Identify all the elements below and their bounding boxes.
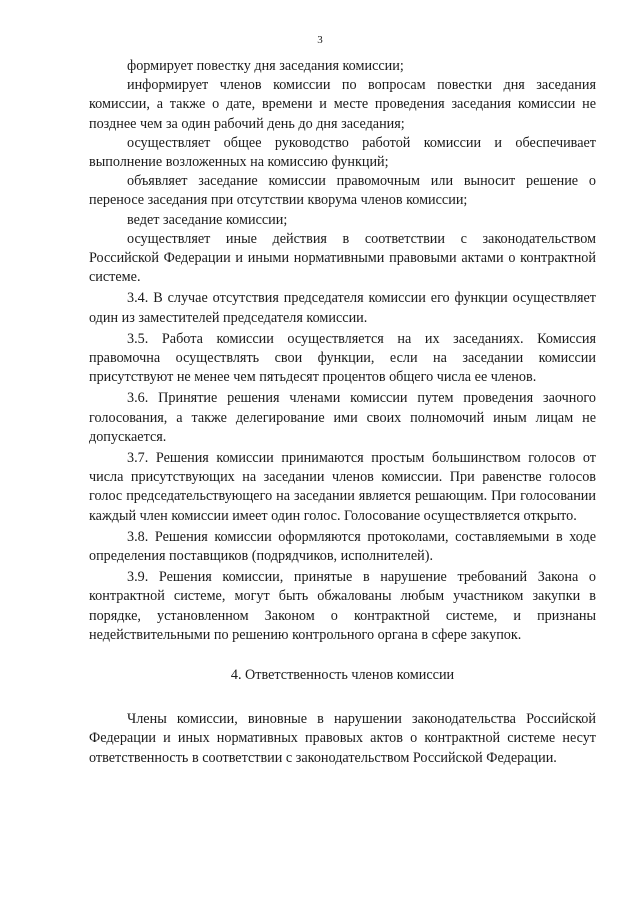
section-4-text: Члены комиссии, виновные в нарушении законодательства Российской Федерации и иных нормативных правовых актов о контрактной системе несут ответственность в соответствии с законодательством Российской Федерации.	[89, 711, 596, 766]
chairman-duty-quorum: объявляет заседание комиссии правомочным или выносит решение о переносе заседания при отсутствии кворума членов комиссии;	[89, 173, 596, 209]
page-number: 3	[317, 34, 323, 46]
clause-3-9: 3.9. Решения комиссии, принятые в нарушение требований Закона о контрактной системе, могут быть обжалованы любым участником закупки в порядке, установленном Законом о контрактной системе, и признаны недействительными по решению контрольного органа в сфере закупок.	[89, 569, 596, 643]
chairman-duty-other: осуществляет иные действия в соответствии с законодательством Российской Федерации и иными нормативными правовыми актами о контрактной системе.	[89, 230, 596, 286]
clause-3-6: 3.6. Принятие решения членами комиссии путем проведения заочного голосования, а также делегирование ими своих полномочий иным лицам не допускается.	[89, 390, 596, 445]
chairman-duty-inform: информирует членов комиссии по вопросам повестки дня заседания комиссии, а также о дате, времени и месте проведения заседания комиссии не позднее чем за один рабочий день до дня заседания;	[89, 77, 596, 132]
section-4-heading: 4. Ответственность членов комиссии	[230, 667, 455, 684]
chairman-duty-manage: осуществляет общее руководство работой комиссии и обеспечивает выполнение возложенных на комиссию функций;	[89, 134, 596, 171]
clause-3-4: 3.4. В случае отсутствия председателя комиссии его функции осуществляет один из заместителей председателя комиссии.	[89, 290, 596, 326]
chairman-duty-agenda: формирует повестку дня заседания комиссии;	[127, 58, 404, 74]
clause-3-5: 3.5. Работа комиссии осуществляется на их заседаниях. Комиссия правомочна осуществлять свои функции, если на заседании комиссии присутствуют не менее чем пятьдесят процентов общего числа ее членов.	[89, 330, 596, 386]
clause-3-7: 3.7. Решения комиссии принимаются простым большинством голосов от числа присутствующих на заседании членов комиссии. При равенстве голосов голос председательствующего на заседании является решающим. При голосовании каждый член комиссии имеет один голос. Голосование осуществляется открыто.	[89, 450, 596, 524]
document-body	[89, 57, 596, 768]
clause-3-8: 3.8. Решения комиссии оформляются протоколами, составляемыми в ходе определения поставщиков (подрядчиков, исполнителей).	[89, 528, 596, 565]
chairman-duty-conduct: ведет заседание комиссии;	[127, 211, 288, 228]
